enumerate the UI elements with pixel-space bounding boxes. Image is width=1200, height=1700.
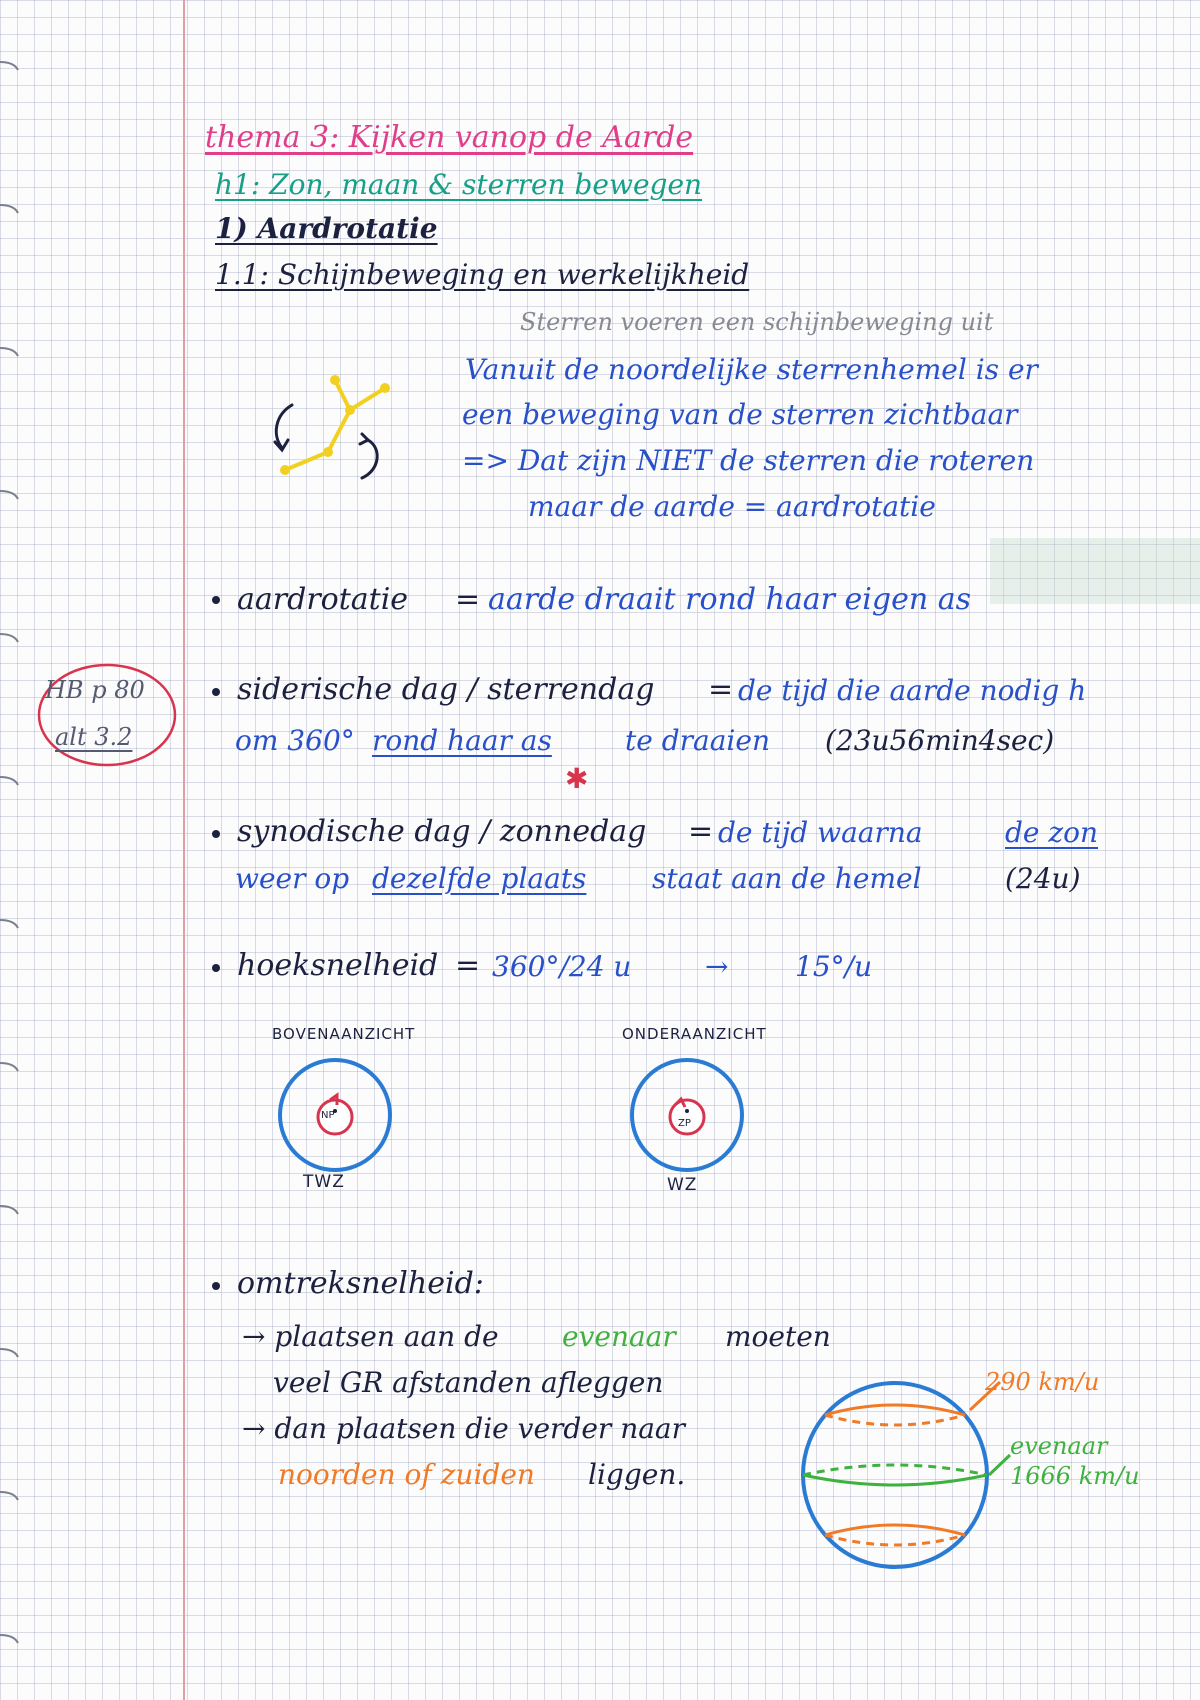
chapter-title: h1: Zon, maan & sterren bewegen: [215, 168, 703, 201]
tape-mark: [990, 538, 1200, 604]
binder-hole: [0, 1059, 26, 1085]
definition-synodische-dag: de tijd waarna: [718, 816, 923, 849]
definition-aardrotatie: aarde draait rond haar eigen as: [488, 582, 971, 617]
subsection-title: 1.1: Schijnbeweging en werkelijkheid: [215, 258, 750, 291]
margin-note-line-2: alt 3.2: [55, 723, 133, 751]
definition-siderische-dag-2c: te draaien: [625, 724, 770, 757]
circ-line-1a: → plaatsen aan de: [242, 1320, 499, 1353]
definition-synodische-dag-2a: weer op: [235, 862, 350, 895]
intro-line-4: => Dat zijn NIET de sterren die roteren: [462, 444, 1035, 477]
margin-note-line-1: HB p 80: [45, 676, 145, 704]
top-view-label: TWZ: [303, 1172, 345, 1192]
definition-siderische-dag-2b: rond haar as: [372, 724, 552, 757]
bottom-view-label: WZ: [667, 1175, 698, 1195]
binder-hole: [0, 773, 26, 799]
section-title: 1) Aardrotatie: [215, 212, 438, 245]
binder-hole: [0, 1488, 26, 1514]
term-siderische-dag: siderische dag / sterrendag: [237, 672, 655, 707]
hoeksnelheid-value: 360°/24 u: [492, 950, 632, 983]
bullet: [212, 830, 220, 838]
intro-line-3: een beweging van de sterren zichtbaar: [462, 398, 1018, 431]
circ-line-1c: moeten: [725, 1320, 831, 1353]
circ-line-4b: liggen.: [588, 1458, 686, 1491]
binder-hole: [0, 344, 26, 370]
intro-line-1: Sterren voeren een schijnbeweging uit: [520, 308, 994, 336]
equals-sign: =: [688, 814, 714, 849]
binder-hole: [0, 201, 26, 227]
label-evenaar: evenaar: [1010, 1432, 1108, 1460]
binder-hole: [0, 1631, 26, 1657]
definition-synodische-dag-2b: dezelfde plaats: [372, 862, 587, 895]
bullet: [212, 688, 220, 696]
term-hoeksnelheid: hoeksnelheid: [237, 948, 439, 983]
margin-line: [183, 0, 185, 1700]
bottom-view-title: ONDERAANZICHT: [622, 1025, 767, 1043]
term-omtreksnelheid: omtreksnelheid:: [237, 1266, 484, 1301]
speed-label-1666: 1666 km/u: [1010, 1462, 1140, 1490]
binder-hole: [0, 916, 26, 942]
star-rotation-diagram: [250, 360, 430, 490]
definition-siderische-dag: de tijd die aarde nodig h: [738, 674, 1087, 707]
binder-hole: [0, 487, 26, 513]
equals-sign: =: [455, 582, 481, 617]
binder-hole: [0, 1345, 26, 1371]
term-synodische-dag: synodische dag / zonnedag: [237, 814, 647, 849]
theme-title: thema 3: Kijken vanop de Aarde: [205, 120, 694, 155]
intro-line-5: maar de aarde = aardrotatie: [528, 490, 936, 523]
bullet: [212, 596, 220, 604]
binder-hole: [0, 58, 26, 84]
circ-line-3: → dan plaatsen die verder naar: [242, 1412, 686, 1445]
hoeksnelheid-result: 15°/u: [795, 950, 873, 983]
definition-synodische-dag-sun: de zon: [1005, 816, 1099, 849]
arrow-icon: →: [705, 950, 729, 983]
bullet: [212, 1282, 220, 1290]
binder-hole: [0, 1202, 26, 1228]
equals-sign: =: [708, 672, 734, 707]
top-view-title: BOVENAANZICHT: [272, 1025, 416, 1043]
equals-sign: =: [455, 948, 481, 983]
definition-siderische-dag-2a: om 360°: [235, 724, 355, 757]
definition-synodische-dag-2d: (24u): [1005, 862, 1081, 895]
intro-line-2: Vanuit de noordelijke sterrenhemel is er: [465, 353, 1038, 386]
circ-line-2: veel GR afstanden afleggen: [273, 1366, 664, 1399]
north-pole-label: NP: [321, 1110, 335, 1121]
important-mark: ✱: [565, 762, 589, 795]
circ-line-1b: evenaar: [562, 1320, 676, 1353]
bottom-view-globe: [627, 1055, 747, 1175]
definition-siderische-dag-2d: (23u56min4sec): [825, 724, 1055, 757]
south-pole-label: ZP: [678, 1118, 691, 1129]
definition-synodische-dag-2c: staat aan de hemel: [652, 862, 922, 895]
speed-label-290: 290 km/u: [985, 1368, 1100, 1396]
circ-line-4a: noorden of zuiden: [278, 1458, 535, 1491]
binder-hole: [0, 630, 26, 656]
top-view-globe: [275, 1055, 395, 1175]
bullet: [212, 964, 220, 972]
term-aardrotatie: aardrotatie: [237, 582, 409, 617]
